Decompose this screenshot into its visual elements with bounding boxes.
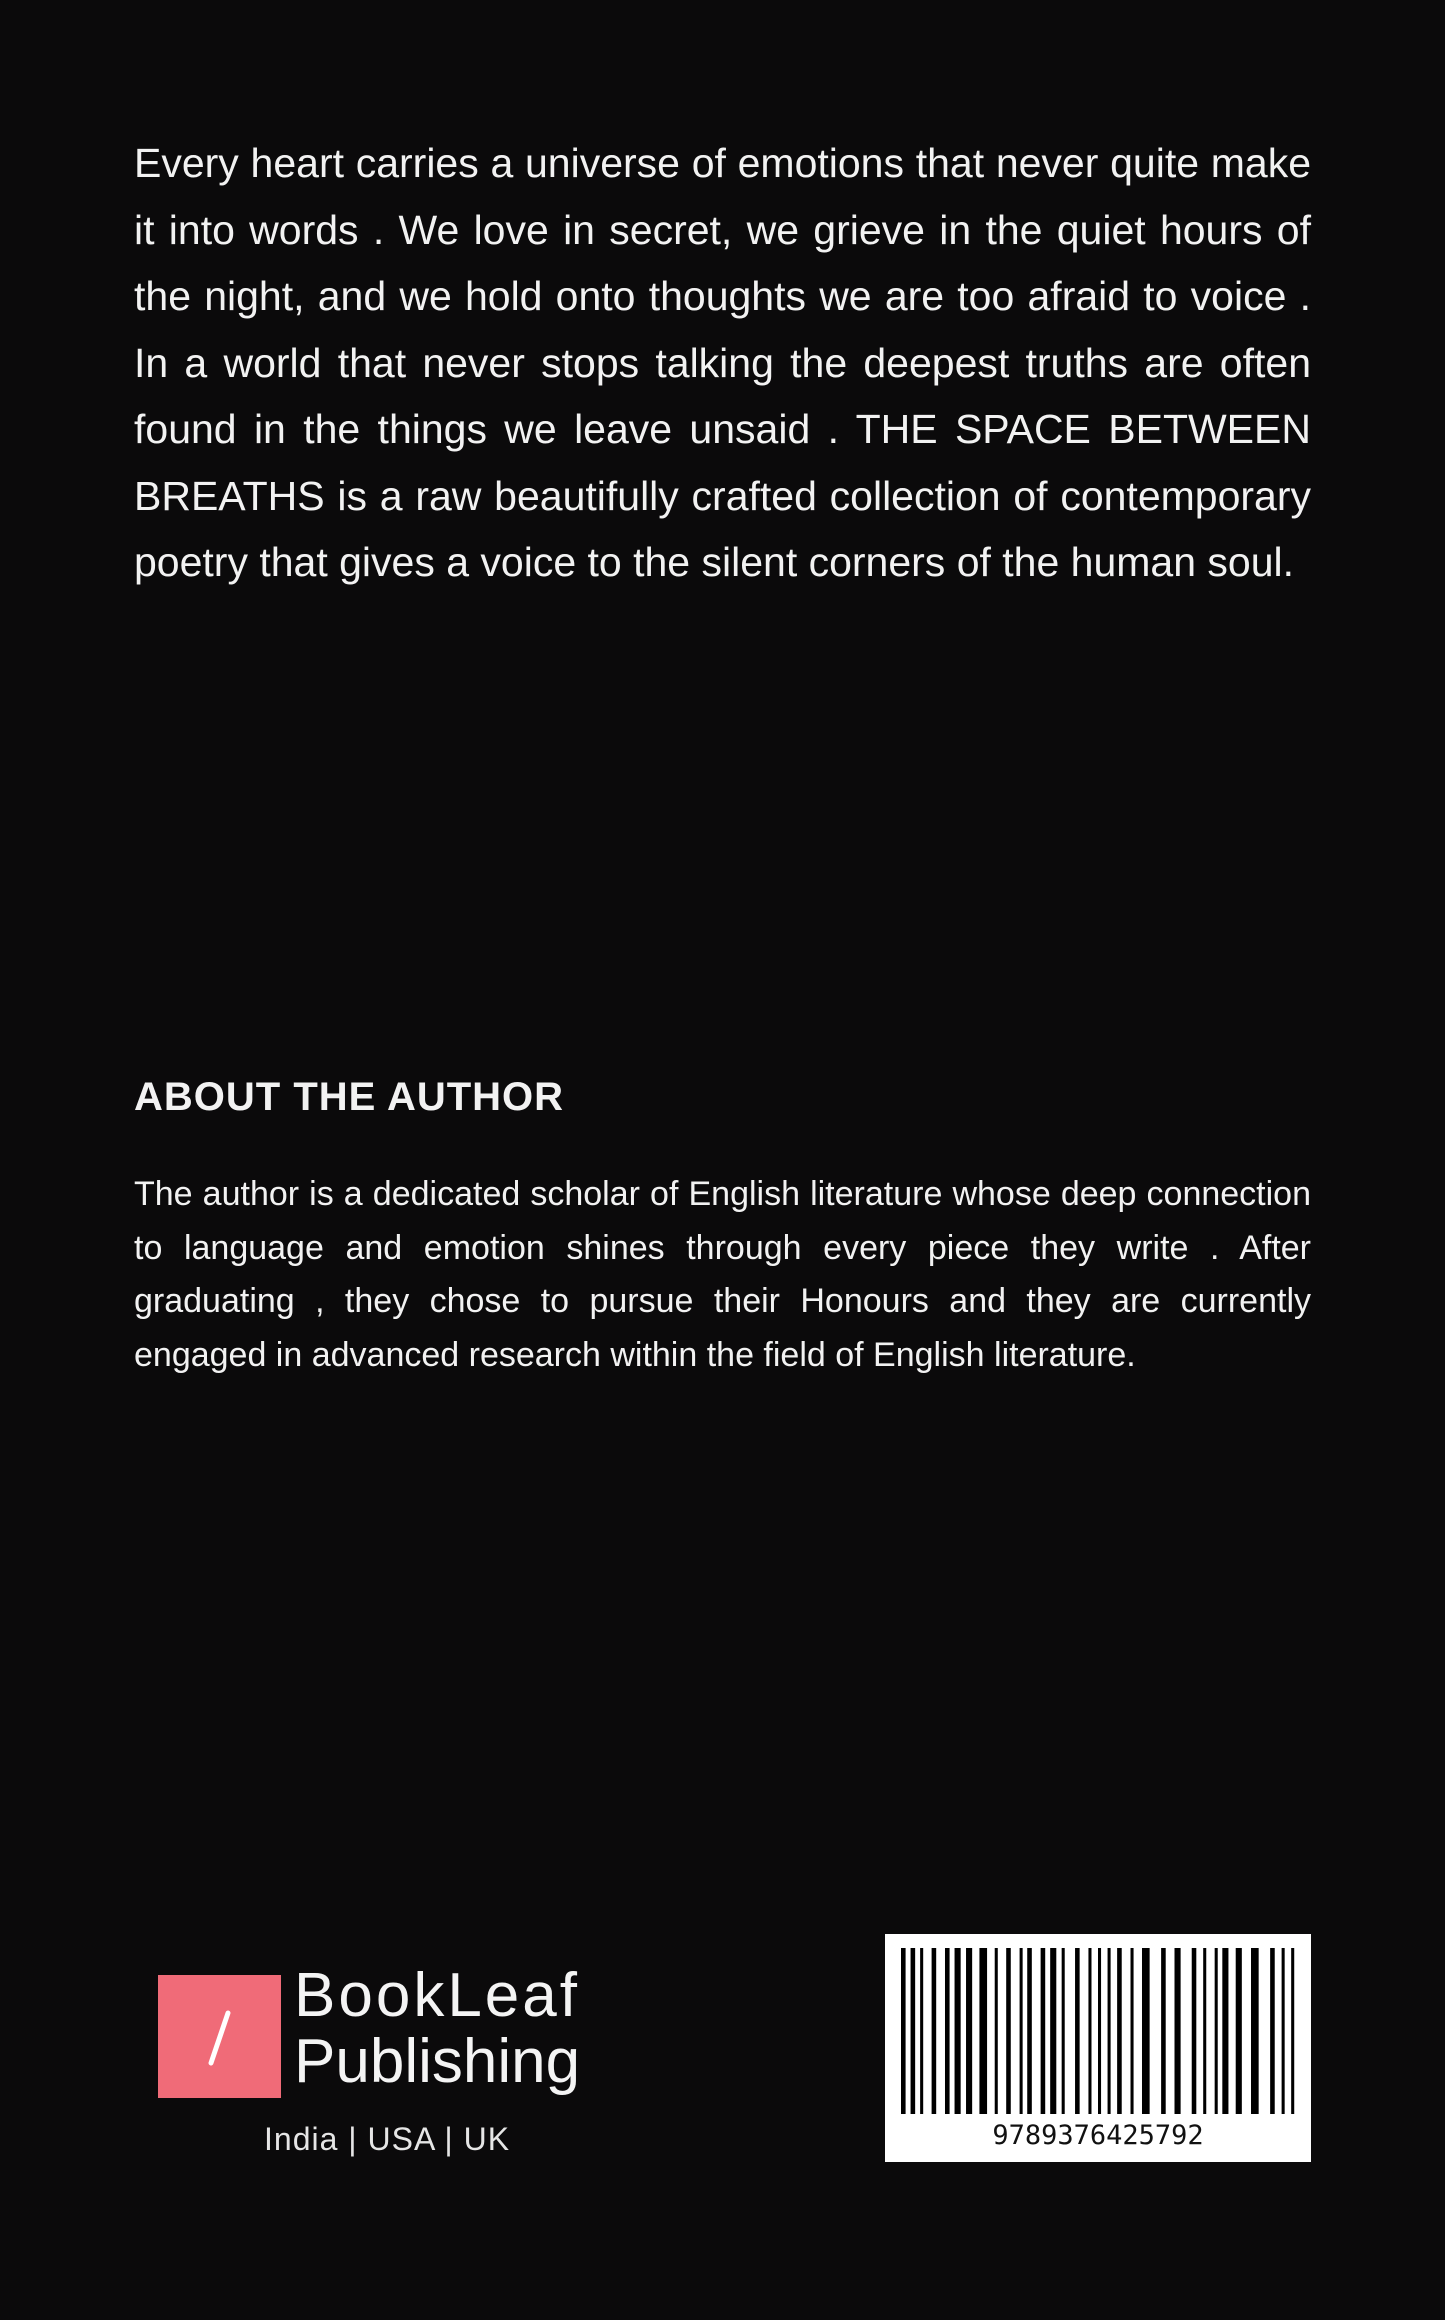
barcode-bar [1075,1948,1080,2114]
about-author-heading: ABOUT THE AUTHOR [134,1075,565,1119]
barcode-bar [1236,1948,1242,2114]
barcode-bar [1251,1948,1259,2114]
barcode-bar [1027,1948,1032,2114]
barcode-bar [1161,1948,1166,2114]
barcode-bar [1142,1948,1150,2114]
publisher-name-line1: BookLeaf [294,1961,580,2030]
barcode-bar [1291,1948,1294,2114]
barcode-bar [1098,1948,1101,2114]
barcode-bar [966,1948,972,2114]
publisher-name [294,1963,580,2095]
barcode-bar [1215,1948,1218,2114]
barcode-bars [885,1934,1311,2120]
barcode-bar [932,1948,937,2114]
barcode-bar [1041,1948,1046,2114]
barcode-bar [995,1948,998,2114]
barcode-bar [1062,1948,1065,2114]
barcode-bar [979,1948,987,2114]
barcode-bar [1006,1948,1011,2114]
isbn-number: 9789376425792 [992,2120,1204,2151]
barcode-bar [1270,1948,1275,2114]
barcode-bar [901,1948,906,2114]
publisher-name-line2: Publishing [294,2027,581,2096]
barcode-bar [1222,1948,1228,2114]
isbn-barcode [885,1934,1311,2162]
publisher-logo-mark [158,1975,281,2098]
barcode-bar [1282,1948,1285,2114]
barcode-bar [1117,1948,1122,2114]
back-cover-blurb: Every heart carries a universe of emotions that never quite make it into words . We love in secret, we grieve in the quiet hours of the night, and we hold onto thoughts we are too afraid to voice . In a world that never stops talking the deepest truths are often found in the things we leave unsaid . THE SPACE BETWEEN BREATHS is a raw beautifully crafted collection of contemporary poetry that gives a voice to the silent corners of the human soul. [134,140,1311,585]
barcode-bar [1203,1948,1206,2114]
slash-icon [158,1975,281,2098]
barcode-bar [920,1948,923,2114]
barcode-bar [1050,1948,1056,2114]
barcode-bar [945,1948,950,2114]
barcode-bar [1020,1948,1023,2114]
barcode-bar [1131,1948,1134,2114]
barcode-bar [911,1948,916,2114]
barcode-bar [955,1948,961,2114]
barcode-bar [1108,1948,1111,2114]
barcode-bar [1192,1948,1197,2114]
barcode-bar [1088,1948,1091,2114]
publisher-regions: India | USA | UK [264,2121,511,2157]
about-author-text: The author is a dedicated scholar of English literature whose deep connection to language and emotion shines through every piece they write . After graduating , they chose to pursue their Honours and they are currently engaged in advanced research within the field of English literature. [134,1175,1311,1374]
barcode-bar [1175,1948,1181,2114]
